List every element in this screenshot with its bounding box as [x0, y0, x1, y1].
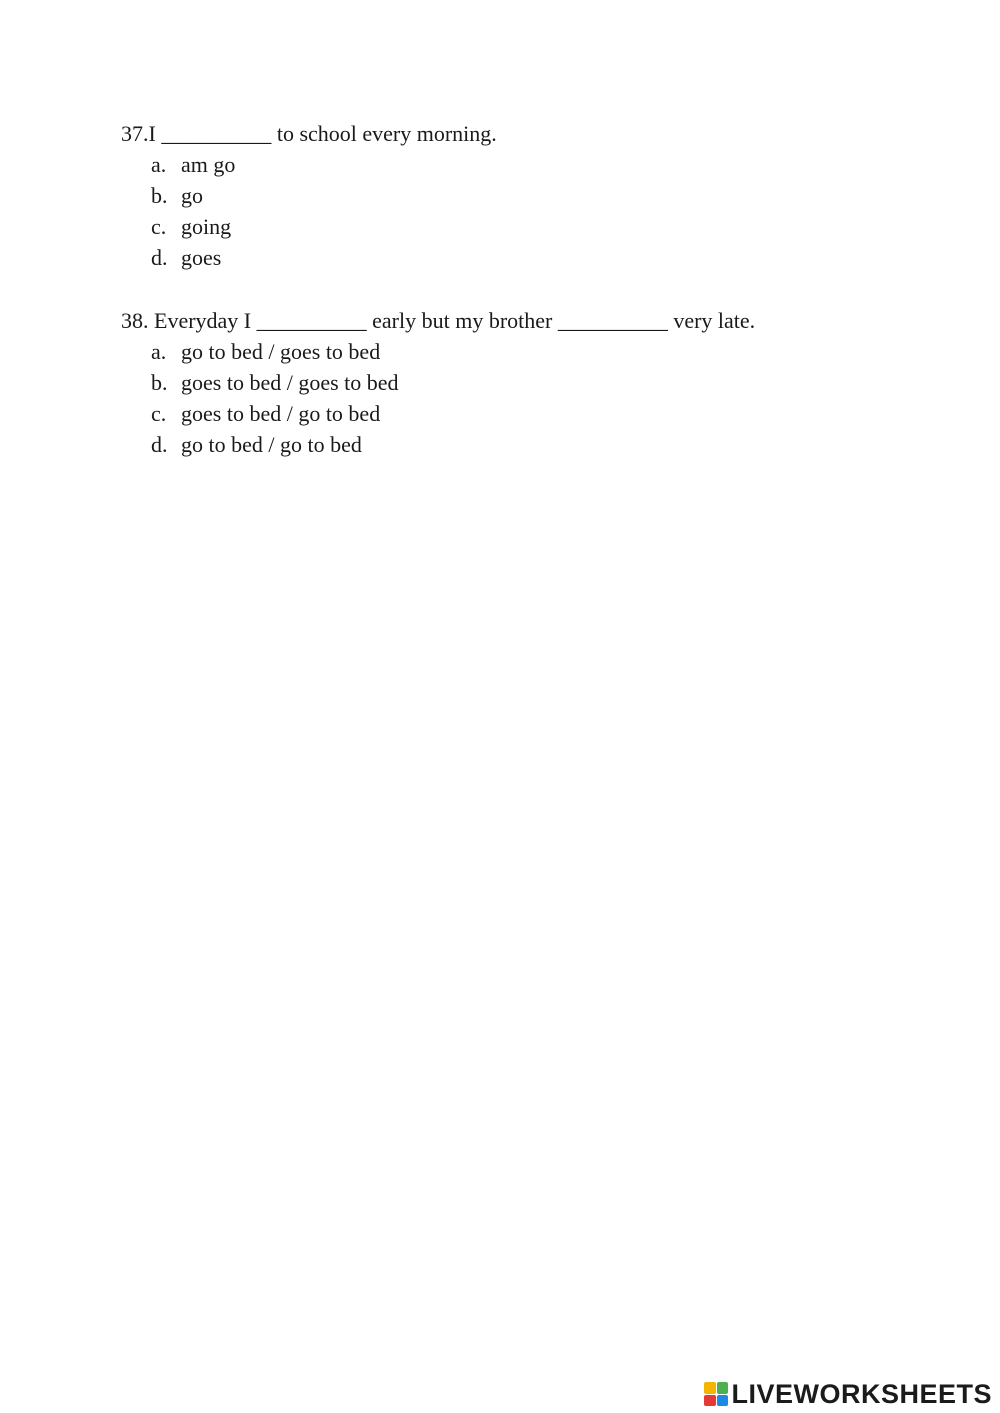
- option-d[interactable]: [151, 429, 755, 460]
- brand-name: LIVEWORKSHEETS: [731, 1378, 992, 1409]
- option-text: goes to bed / go to bed: [181, 401, 381, 426]
- option-letter: b.: [151, 370, 168, 395]
- liveworksheets-brand: [704, 1379, 992, 1409]
- options-list: [151, 336, 755, 460]
- option-b[interactable]: [151, 367, 755, 398]
- option-c[interactable]: [151, 211, 497, 242]
- option-letter: a.: [151, 339, 167, 364]
- option-letter: b.: [151, 183, 168, 208]
- option-d[interactable]: [151, 242, 497, 273]
- question-37: [121, 118, 497, 273]
- options-list: [151, 149, 497, 273]
- option-b[interactable]: [151, 180, 497, 211]
- option-a[interactable]: [151, 149, 497, 180]
- option-text: go to bed / go to bed: [181, 432, 362, 457]
- question-text: 38. Everyday I __________ early but my brother __________ very late.: [121, 308, 756, 333]
- option-letter: c.: [151, 401, 167, 426]
- logo-cell: [704, 1395, 716, 1407]
- option-text: goes: [181, 245, 222, 270]
- option-letter: c.: [151, 214, 167, 239]
- liveworksheets-logo-icon: [704, 1382, 728, 1406]
- logo-cell: [704, 1382, 716, 1394]
- option-text: going: [181, 214, 232, 239]
- option-text: goes to bed / goes to bed: [181, 370, 399, 395]
- option-letter: d.: [151, 245, 168, 270]
- question-38: [121, 305, 755, 460]
- option-text: am go: [181, 152, 236, 177]
- option-letter: a.: [151, 152, 167, 177]
- logo-cell: [717, 1382, 729, 1394]
- option-text: go to bed / goes to bed: [181, 339, 381, 364]
- question-text: 37.I __________ to school every morning.: [121, 121, 497, 146]
- option-a[interactable]: [151, 336, 755, 367]
- option-text: go: [181, 183, 203, 208]
- logo-cell: [717, 1395, 729, 1407]
- option-letter: d.: [151, 432, 168, 457]
- option-c[interactable]: [151, 398, 755, 429]
